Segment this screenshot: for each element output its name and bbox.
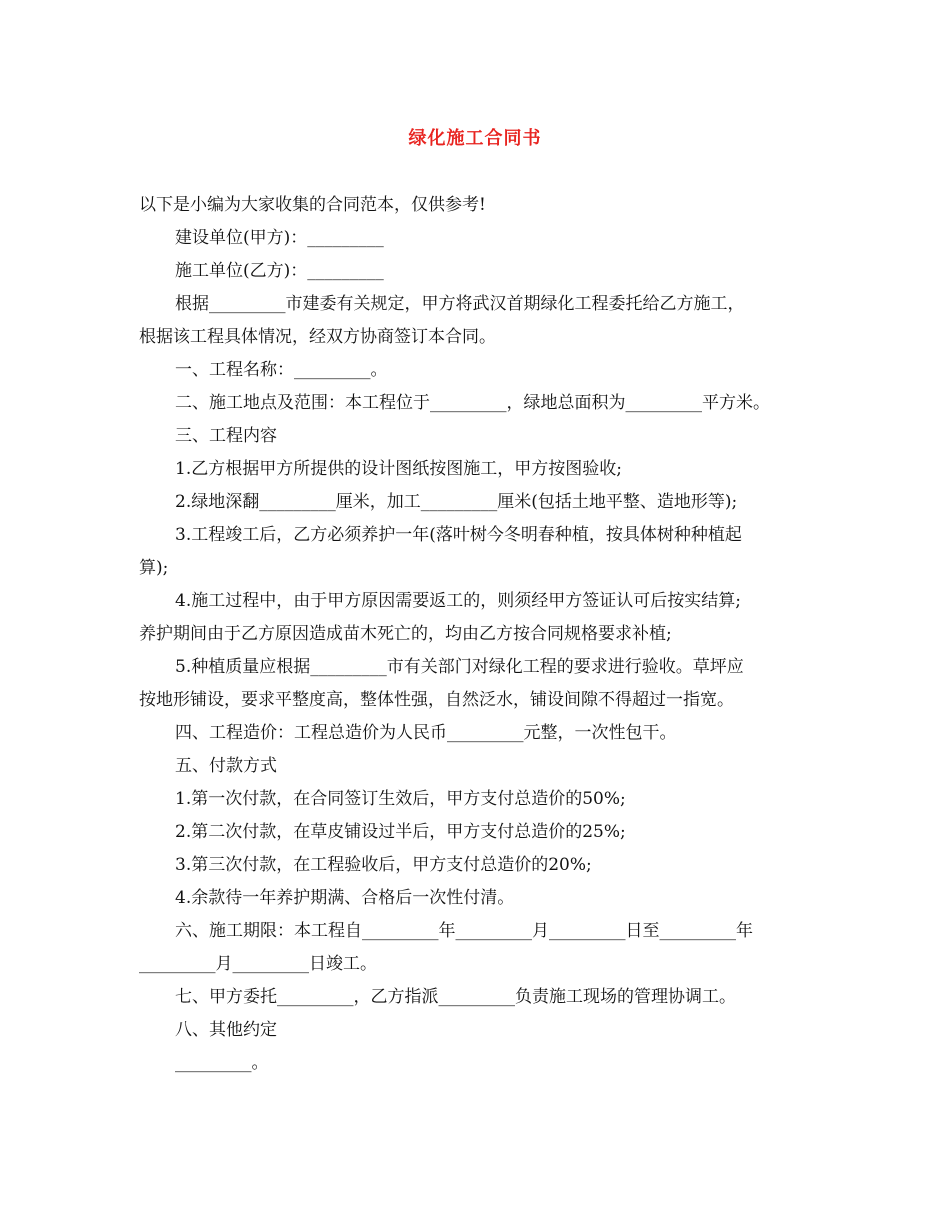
document-line: 以下是小编为大家收集的合同范本，仅供参考!	[139, 195, 486, 215]
document-line: 施工单位(乙方)：_________	[175, 261, 384, 281]
document-line: 养护期间由于乙方原因造成苗木死亡的，均由乙方按合同规格要求补植;	[139, 624, 672, 644]
document-line: 根据_________市建委有关规定，甲方将武汉首期绿化工程委托给乙方施工，	[175, 294, 745, 314]
document-line: 4.施工过程中，由于甲方原因需要返工的，则须经甲方签证认可后按实结算;	[175, 591, 741, 611]
document-line: _________月_________日竣工。	[139, 954, 377, 974]
document-line: 根据该工程具体情况，经双方协商签订本合同。	[139, 327, 496, 347]
document-line: 3.第三次付款，在工程验收后，甲方支付总造价的20%;	[175, 855, 592, 875]
document-line: 二、施工地点及范围：本工程位于_________，绿地总面积为_________平方米。	[175, 393, 770, 413]
document-line: 5.种植质量应根据_________市有关部门对绿化工程的要求进行验收。草坪应	[175, 657, 744, 677]
document-line: 1.第一次付款，在合同签订生效后，甲方支付总造价的50%;	[175, 789, 626, 809]
document-line: 一、工程名称：_________。	[175, 360, 388, 380]
document-line: 五、付款方式	[175, 756, 277, 776]
document-line: 2.第二次付款，在草皮铺设过半后，甲方支付总造价的25%;	[175, 822, 626, 842]
document-line: 2.绿地深翻_________厘米，加工_________厘米(包括土地平整、造地形等);	[175, 492, 738, 512]
document-line: 算);	[139, 558, 169, 578]
document-line: _________。	[175, 1053, 269, 1073]
document-line: 三、工程内容	[175, 426, 277, 446]
document-line: 3.工程竣工后，乙方必须养护一年(落叶树今冬明春种植，按具体树种种植起	[175, 525, 742, 545]
document-title: 绿化施工合同书	[408, 128, 542, 149]
document-line: 4.余款待一年养护期满、合格后一次性付清。	[175, 888, 515, 908]
document-line: 1.乙方根据甲方所提供的设计图纸按图施工，甲方按图验收;	[175, 459, 622, 479]
document-line: 七、甲方委托_________，乙方指派_________负责施工现场的管理协调工。	[175, 987, 736, 1007]
document-line: 八、其他约定	[175, 1020, 277, 1040]
document-body	[139, 189, 823, 1080]
document-line: 按地形铺设，要求平整度高，整体性强，自然泛水，铺设间隙不得超过一指宽。	[139, 690, 734, 710]
document-line: 建设单位(甲方)：_________	[175, 228, 384, 248]
document-line: 四、工程造价：工程总造价为人民币_________元整，一次性包干。	[175, 723, 677, 743]
document-line: 六、施工期限：本工程自_________年_________月_________日至_________年	[175, 921, 753, 941]
